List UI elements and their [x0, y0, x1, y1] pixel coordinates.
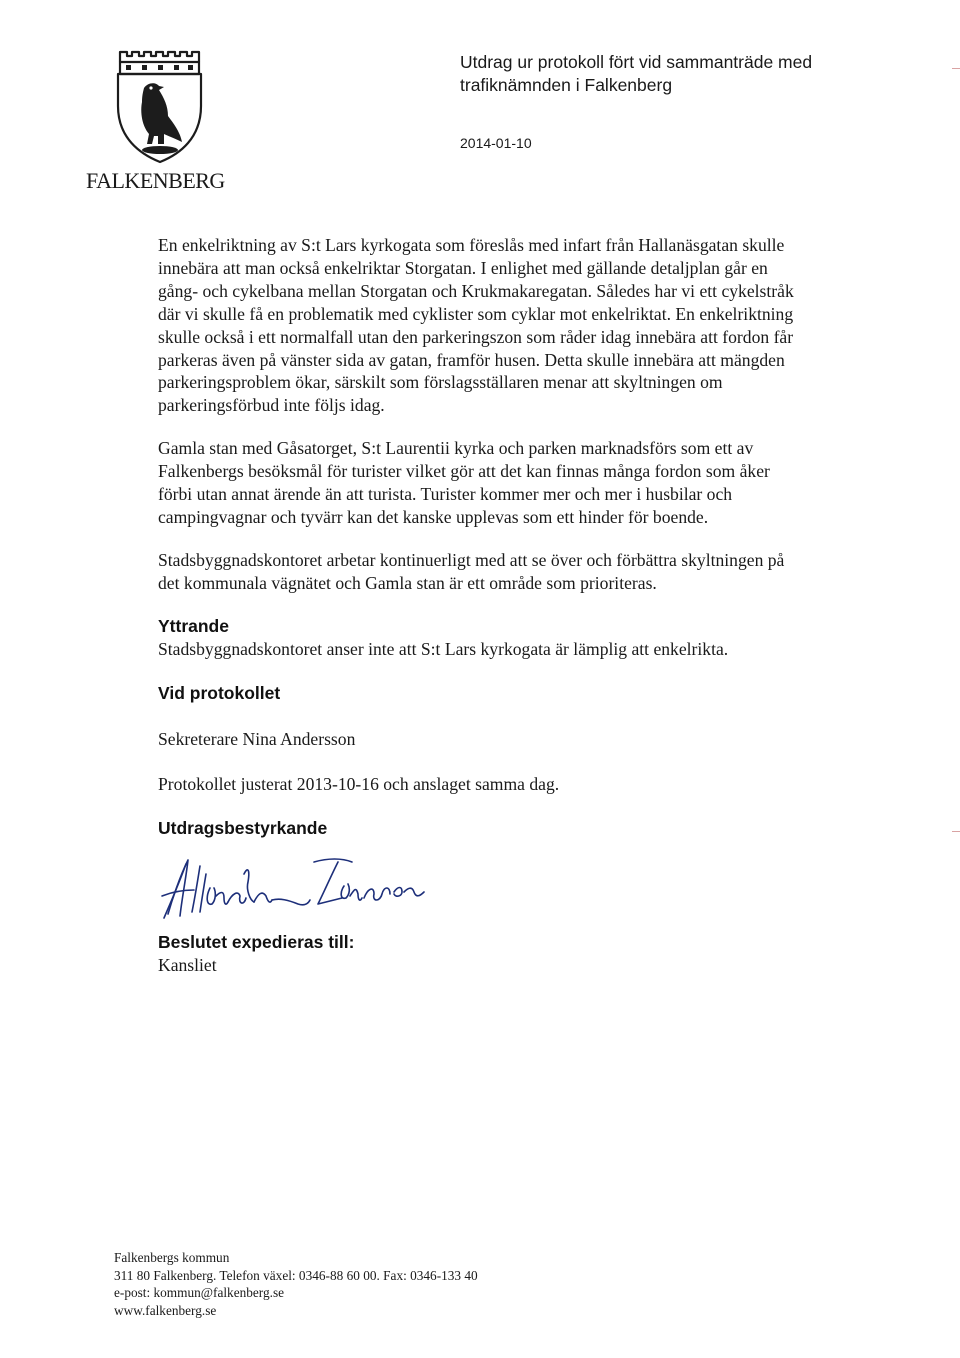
footer-contact [114, 1249, 478, 1319]
document-date: 2014-01-10 [460, 135, 532, 151]
paragraph-3 [158, 549, 878, 595]
text-line: innebära att man också enkelriktar Storgatan. I enlighet med gällande detaljplan går en [158, 257, 768, 278]
org-name: FALKENBERG [86, 168, 225, 193]
secretary-line [158, 728, 878, 751]
text-line: Sekreterare Nina Andersson [158, 729, 356, 749]
handwritten-signature [158, 852, 428, 924]
text-line: Stadsbyggnadskontoret arbetar kontinuerligt med att se över och förbättra skyltningen på [158, 550, 785, 570]
text-line: parkeringsförbud inte följs idag. [158, 395, 385, 416]
beslutet-heading: Beslutet expedieras till: [158, 932, 355, 952]
paragraph-2 [158, 437, 878, 529]
footer-line: e-post: kommun@falkenberg.se [114, 1285, 285, 1301]
document-title-line: trafiknämnden i Falkenberg [460, 75, 673, 95]
text-line: campingvagnar och tyvärr kan det kanske upplevas som ett hinder för boende. [158, 506, 709, 527]
footer-line: www.falkenberg.se [114, 1302, 217, 1318]
yttrande-text [158, 638, 878, 661]
text-line: det kommunala vägnätet och Gamla stan är ett område som prioriteras. [158, 572, 657, 593]
text-line: parkeringsproblem ökar, särskilt som förslagsställaren menar att skyltningen om [158, 372, 723, 393]
text-line: Protokollet justerat 2013-10-16 och anslaget samma dag. [158, 774, 560, 794]
text-line: skulle också i ett normalfall utan den parkeringszon som råder idag innebära att fordon får [158, 326, 794, 347]
document-title [460, 51, 900, 97]
text-line: Gamla stan med Gåsatorget, S:t Laurentii kyrka och parken marknadsförs som ett av [158, 438, 754, 458]
paragraph-1 [158, 234, 878, 417]
footer-line: Falkenbergs kommun [114, 1250, 230, 1265]
vid-protokollet-heading: Vid protokollet [158, 683, 281, 703]
utdragsbestyrkande-heading: Utdragsbestyrkande [158, 818, 328, 838]
text-line: Stadsbyggnadskontoret anser inte att S:t Lars kyrkogata är lämplig att enkelrikta. [158, 639, 729, 659]
page-edge-mark [952, 68, 960, 69]
footer-line: 311 80 Falkenberg. Telefon växel: 0346-88 60 00. Fax: 0346-133 40 [114, 1267, 478, 1283]
page-edge-mark [952, 831, 960, 832]
text-line: där vi skulle få en problematik med cyklister som cyklar mot enkelriktat. En enkelriktning [158, 303, 794, 324]
text-line: förbi utan annat ärende än att turista. Turister kommer mer och mer i husbilar och [158, 483, 733, 504]
text-line: Falkenbergs besöksmål för turister vilket gör att det kan finnas många fordon som åker [158, 460, 770, 481]
text-line: gång- och cykelbana mellan Storgatan och Krukmakaregatan. Således har vi ett cykelstråk [158, 280, 794, 301]
recipient-line [158, 954, 878, 977]
text-line: En enkelriktning av S:t Lars kyrkogata som föreslås med infart från Hallanäsgatan skulle [158, 235, 785, 255]
text-line: parkeras även på vänster sida av gatan, framför husen. Detta skulle innebära att mängden [158, 349, 785, 370]
yttrande-heading: Yttrande [158, 616, 229, 636]
coat-of-arms-logo [104, 46, 208, 166]
justerat-line [158, 773, 878, 796]
document-title-line: Utdrag ur protokoll fört vid sammanträde med [460, 52, 813, 72]
text-line: Kansliet [158, 955, 217, 975]
